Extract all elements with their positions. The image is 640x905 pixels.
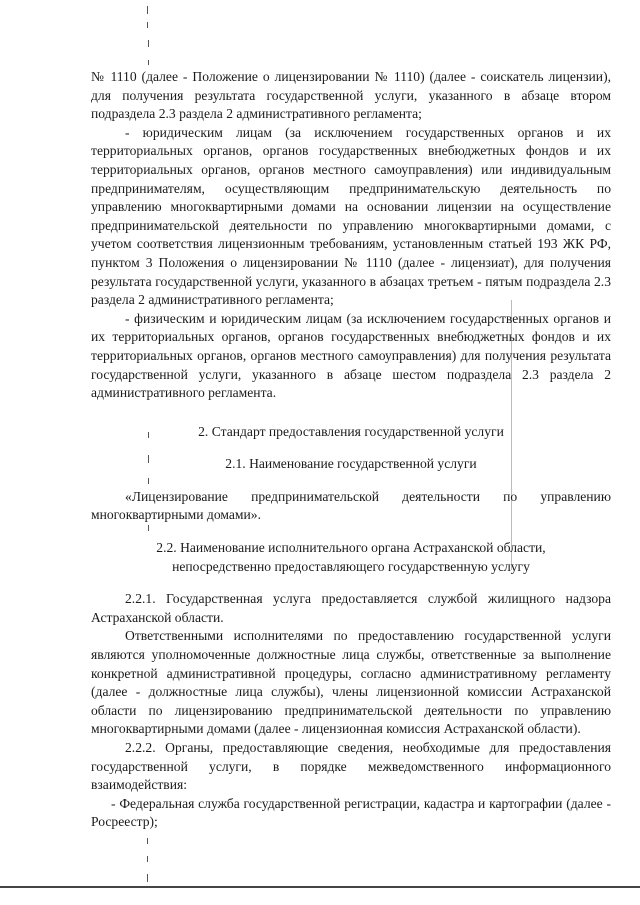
scan-mark — [147, 856, 148, 862]
scan-bottom-edge — [0, 886, 640, 888]
scan-mark — [147, 6, 148, 14]
paragraph-licensee: - юридическим лицам (за исключением государственных органов и их территориальных органов, органов государственных внебюджетных фондов и их территориальных органов, органов местного самоуправления) или индивидуальным предпринимателям, осуществляющим предпринимательскую деятельность по управлению многоквартирными домами на основании лицензии на осуществление предпринимательской деятельности по управлению многоквартирными домами, с учетом соответствия лицензионным требованиям, установленным статьей 193 ЖК РФ, пунктом 3 Положения о лицензировании № 1110 (далее - лицензиат), для получения результата государственной услуги, указанного в абзацах третьем - пятым подраздела 2.3 раздела 2 административного регламента; — [91, 124, 611, 308]
subsection-heading-2-1: 2.1. Наименование государственной услуги — [225, 456, 477, 472]
paragraph-responsible-executors: Ответственными исполнителями по предоставлению государственной услуги являются уполномоченные должностные лица службы, ответственные за выполнение конкретной административной процедуры, согласно административному регламенту (далее - должностные лица службы), члены лицензионной комиссии Астраханской области по лицензированию предпринимательской деятельности по управлению многоквартирными домами (далее - лицензионная комиссия Астраханской области). — [91, 628, 611, 737]
service-name-paragraph: «Лицензирование предпринимательской деятельности по управлению многоквартирными домами». — [91, 488, 611, 523]
scan-mark — [148, 40, 149, 47]
scan-mark — [147, 874, 148, 882]
paragraph-2-2-1: 2.2.1. Государственная услуга предоставляется службой жилищного надзора Астраханской области. — [91, 591, 611, 625]
subsection-heading-2-2-line1: 2.2. Наименование исполнительного органа Астраханской области, — [156, 540, 546, 556]
subsection-heading-2-2-line2: непосредственно предоставляющего государственную услугу — [172, 558, 530, 574]
document-body — [91, 68, 611, 832]
scan-mark — [147, 22, 148, 28]
paragraph-2-2-2: 2.2.2. Органы, предоставляющие сведения, необходимые для предоставления государственной услуги, в порядке межведомственного информационного взаимодействия: — [91, 740, 611, 793]
scan-mark — [147, 838, 148, 844]
scan-mark — [148, 60, 149, 65]
paragraph-rosreestr: - Федеральная служба государственной регистрации, кадастра и картографии (далее - Росреестр); — [91, 795, 611, 830]
paragraph-individuals: - физическим и юридическим лицам (за исключением государственных органов и их территориальных органов, органов государственных внебюджетных фондов и их территориальных органов, органов местного самоуправления) для получения результата государственной услуги, указанного в абзаце шестом подраздела 2.3 раздела 2 административного регламента. — [91, 310, 611, 401]
paragraph-applicant: № 1110 (далее - Положение о лицензировании № 1110) (далее - соискатель лицензии), для получения результата государственной услуги, указанного в абзаце втором подраздела 2.3 раздела 2 административного регламента; — [91, 69, 611, 122]
section-heading-2: 2. Стандарт предоставления государственной услуги — [198, 423, 504, 439]
